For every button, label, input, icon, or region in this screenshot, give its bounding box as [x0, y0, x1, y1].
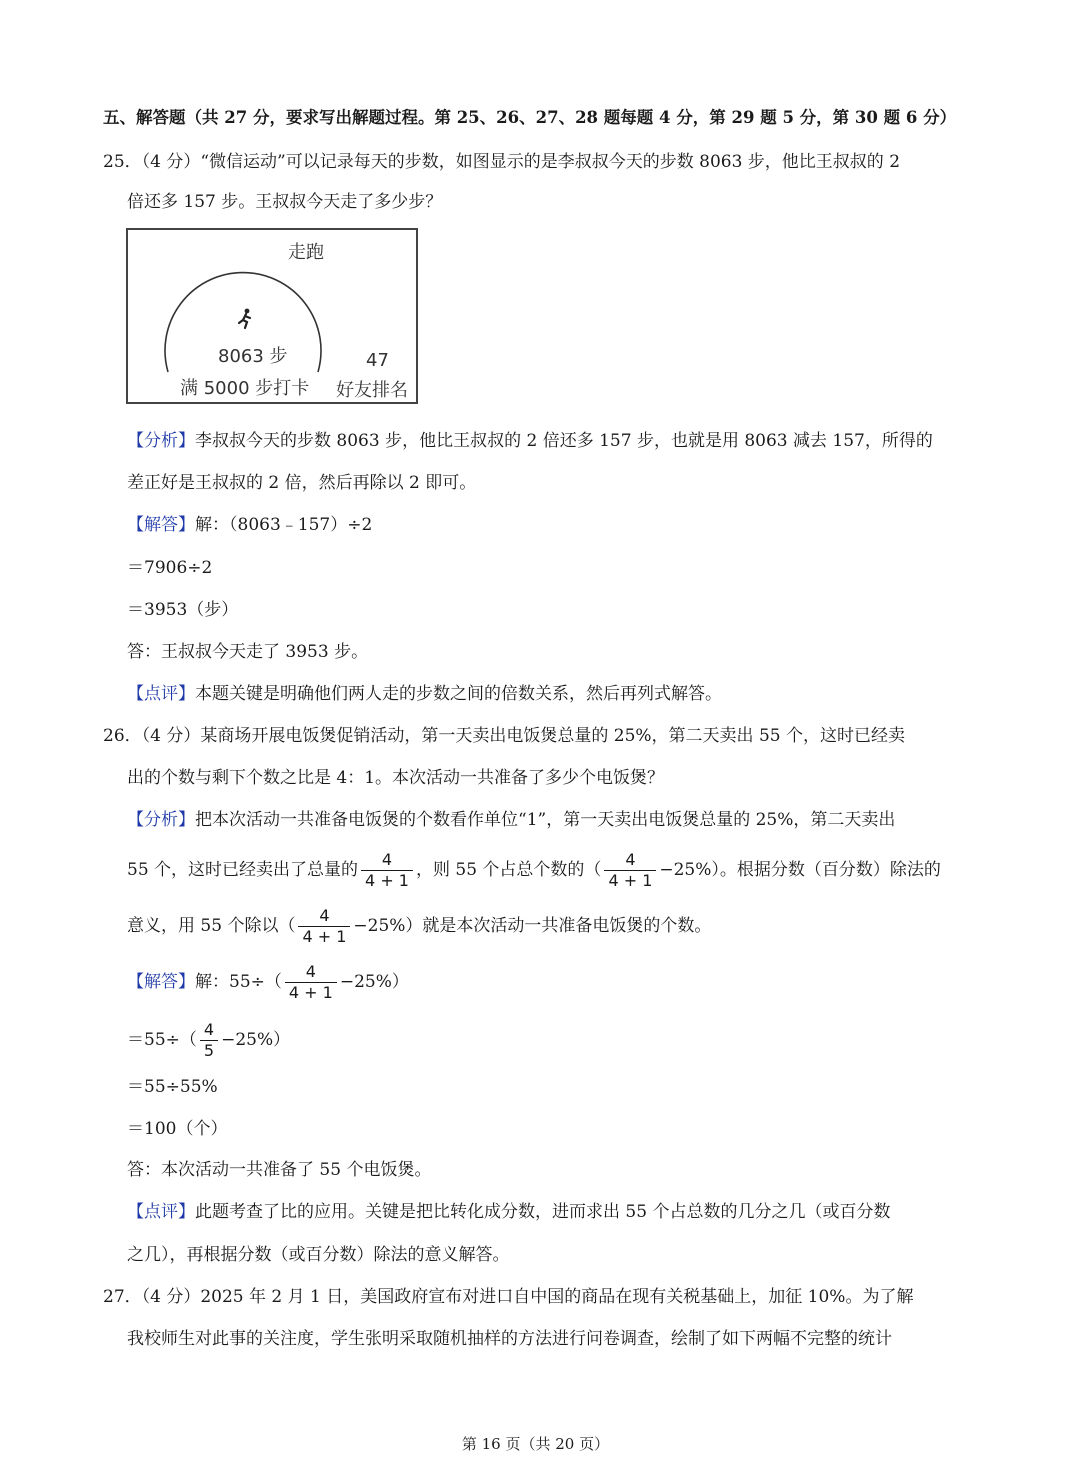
q25-answer-line4: 答：王叔叔今天走了 3953 步。	[127, 642, 369, 662]
comment-text: 此题考查了比的应用。关键是把比转化成分数，进而求出 55 个占总数的几分之几（或百分数	[195, 1202, 891, 1222]
q25-answer-line2: ＝7906÷2	[127, 558, 213, 578]
q25-answer-line3: ＝3953（步）	[127, 600, 239, 620]
analysis-text: 把本次活动一共准备电饭煲的个数看作单位“1”，第一天卖出电饭煲总量的 25%，第二天卖出	[195, 810, 896, 830]
answer-text: −25%）	[221, 1030, 291, 1050]
comment-text: 本题关键是明确他们两人走的步数之间的倍数关系，然后再列式解答。	[195, 684, 722, 704]
figure-title: 走跑	[288, 242, 324, 263]
q25-answer-line1	[127, 513, 372, 537]
goal-label: 满 5000 步打卡	[180, 378, 310, 399]
answer-text: 解：55÷（	[195, 972, 282, 992]
q25-comment	[127, 682, 722, 706]
q26-comment-line2: 之几），再根据分数（或百分数）除法的意义解答。	[127, 1245, 510, 1265]
rank-number: 47	[366, 350, 389, 371]
comment-tag: 【点评】	[127, 684, 195, 704]
q26-comment-line1	[127, 1200, 890, 1224]
q26-analysis-line2	[127, 848, 941, 892]
q27-line2: 我校师生对此事的关注度，学生张明采取随机抽样的方法进行问卷调查，绘制了如下两幅不完整的统计	[127, 1329, 892, 1349]
q25-line1: 25．（4 分）“微信运动”可以记录每天的步数，如图显示的是李叔叔今天的步数 8063 步，他比王叔叔的 2	[103, 152, 901, 172]
answer-tag: 【解答】	[127, 515, 195, 535]
answer-text: ＝55÷（	[127, 1030, 197, 1050]
q26-answer-line3: ＝55÷55%	[127, 1077, 218, 1097]
runner-icon	[235, 308, 255, 330]
analysis-text: −25%）。根据分数（百分数）除法的	[659, 860, 941, 880]
analysis-tag: 【分析】	[127, 810, 195, 830]
wechat-steps-figure	[126, 228, 418, 404]
analysis-tag: 【分析】	[127, 431, 195, 451]
section-title: 五、解答题（共 27 分，要求写出解题过程。第 25、26、27、28 题每题 4 分，第 29 题 5 分，第 30 题 6 分）	[103, 108, 957, 127]
answer-tag: 【解答】	[127, 972, 195, 992]
q25-analysis-line1	[127, 429, 933, 453]
comment-tag: 【点评】	[127, 1202, 195, 1222]
steps-count: 8063 步	[218, 346, 288, 367]
q26-analysis-line3	[127, 904, 711, 948]
analysis-text: −25%）就是本次活动一共准备电饭煲的个数。	[353, 916, 712, 936]
q26-line2: 出的个数与剩下个数之比是 4：1。本次活动一共准备了多少个电饭煲？	[127, 768, 665, 788]
fraction-4-over-4plus1: $\frac{4}{4 + 1}$	[604, 850, 656, 891]
analysis-text: ，则 55 个占总个数的（	[415, 860, 602, 880]
rank-label: 好友排名	[336, 380, 408, 401]
q26-answer-line2	[127, 1018, 290, 1062]
analysis-text: 意义，用 55 个除以（	[127, 916, 296, 936]
q26-answer-line5: 答：本次活动一共准备了 55 个电饭煲。	[127, 1160, 432, 1180]
q26-analysis-line1	[127, 808, 895, 832]
fraction-4-over-5: $\frac{4}{5}$	[200, 1020, 218, 1061]
page-footer: 第 16 页（共 20 页）	[461, 1435, 610, 1453]
answer-text: 解：（8063﹣157）÷2	[195, 515, 373, 535]
fraction-4-over-4plus1: $\frac{4}{4 + 1}$	[361, 850, 413, 891]
q25-line2: 倍还多 157 步。王叔叔今天走了多少步？	[127, 192, 443, 212]
q26-answer-line1	[127, 960, 409, 1004]
analysis-text: 李叔叔今天的步数 8063 步，他比王叔叔的 2 倍还多 157 步，也就是用 8063 减去 157，所得的	[195, 431, 933, 451]
answer-text: −25%）	[339, 972, 409, 992]
analysis-text: 55 个，这时已经卖出了总量的	[127, 860, 359, 880]
q26-answer-line4: ＝100（个）	[127, 1119, 228, 1139]
q27-line1: 27．（4 分）2025 年 2 月 1 日，美国政府宣布对进口自中国的商品在现有关税基础上，加征 10%。为了解	[103, 1287, 914, 1307]
q25-analysis-line2: 差正好是王叔叔的 2 倍，然后再除以 2 即可。	[127, 473, 477, 493]
fraction-4-over-4plus1: $\frac{4}{4 + 1}$	[298, 906, 350, 947]
fraction-4-over-4plus1: $\frac{4}{4 + 1}$	[285, 962, 337, 1003]
q26-line1: 26．（4 分）某商场开展电饭煲促销活动，第一天卖出电饭煲总量的 25%，第二天卖出 55 个，这时已经卖	[103, 726, 905, 746]
